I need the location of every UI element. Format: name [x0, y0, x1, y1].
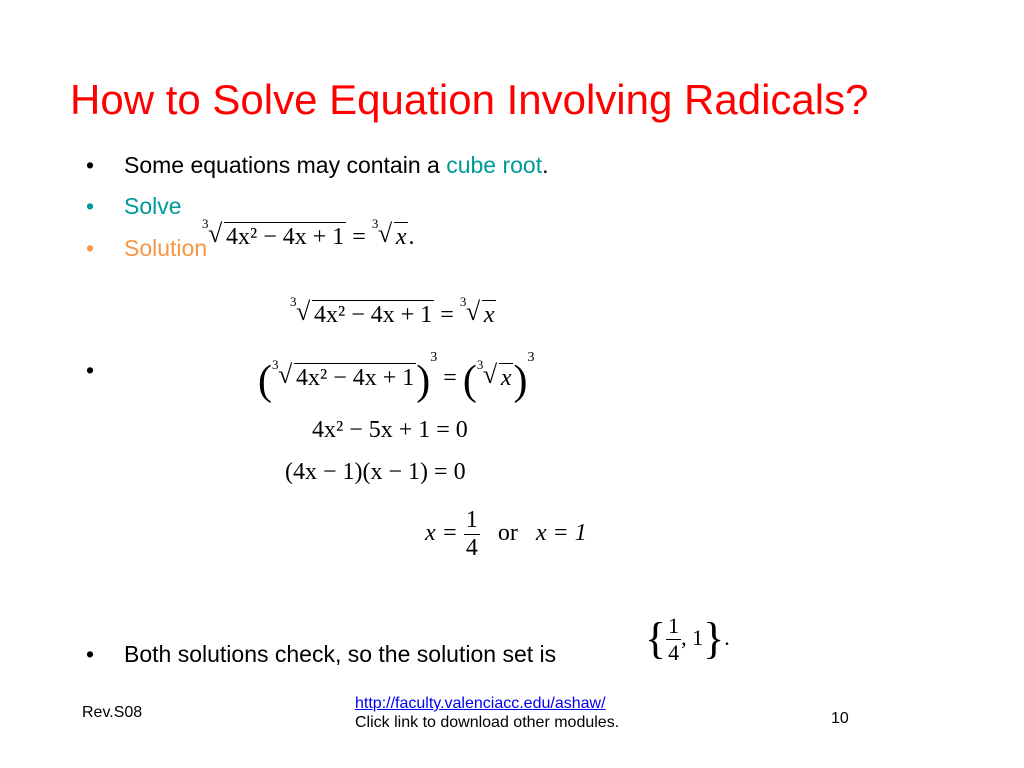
bullet-solution-set — [86, 640, 556, 668]
step-cube-both-sides: ( 3 √ 4x² − 4x + 1)$^3$ = ( 3 √ x)$^3$ — [258, 350, 535, 404]
step-original-equation: 3 √ 4x² − 4x + 1 = 3 √ x — [290, 294, 495, 328]
cube-root-lhs: 3 √ 4x² − 4x + 1 — [202, 216, 345, 250]
bullet-dot: • — [86, 152, 95, 178]
bullet-solve — [86, 192, 182, 220]
bullet-dot: • — [86, 357, 95, 383]
solve-label: Solve — [124, 193, 182, 219]
step-factored: (4x − 1)(x − 1) = 0 — [285, 459, 466, 485]
bullet-dot: • — [86, 193, 95, 219]
solution-set-text: Both solutions check, so the solution set is — [124, 641, 557, 667]
problem-equation: 3 √ 4x² − 4x + 1 = 3 √ x. — [202, 216, 415, 250]
footer-revision: Rev.S08 — [82, 704, 143, 721]
footer-center — [355, 694, 619, 732]
cube-root-term: cube root — [446, 152, 543, 178]
bullet-solution — [86, 234, 207, 262]
footer-note: Click link to download other modules. — [355, 714, 620, 731]
solution-label: Solution — [124, 235, 208, 261]
solution-set: { $\frac{1}{4}$ , 1}. — [645, 613, 730, 666]
bullet-dot: • — [86, 641, 95, 667]
bullet-dot: • — [86, 235, 95, 261]
bullet-empty — [86, 356, 124, 384]
modules-link[interactable]: http://faculty.valenciacc.edu/ashaw/ — [355, 695, 606, 712]
page-number: 10 — [831, 710, 849, 727]
bullet-text: Some equations may contain a — [124, 152, 447, 178]
step-quadratic: 4x² − 5x + 1 = 0 — [312, 417, 468, 443]
cube-root-rhs: 3 √ x — [371, 216, 407, 250]
step-solutions: x = $\frac{1}{4}$ or x = 1 — [425, 507, 587, 561]
page-title: How to Solve Equation Involving Radicals? — [70, 76, 869, 123]
bullet-cube-root: • Some equations may contain a cube root. — [86, 152, 549, 178]
